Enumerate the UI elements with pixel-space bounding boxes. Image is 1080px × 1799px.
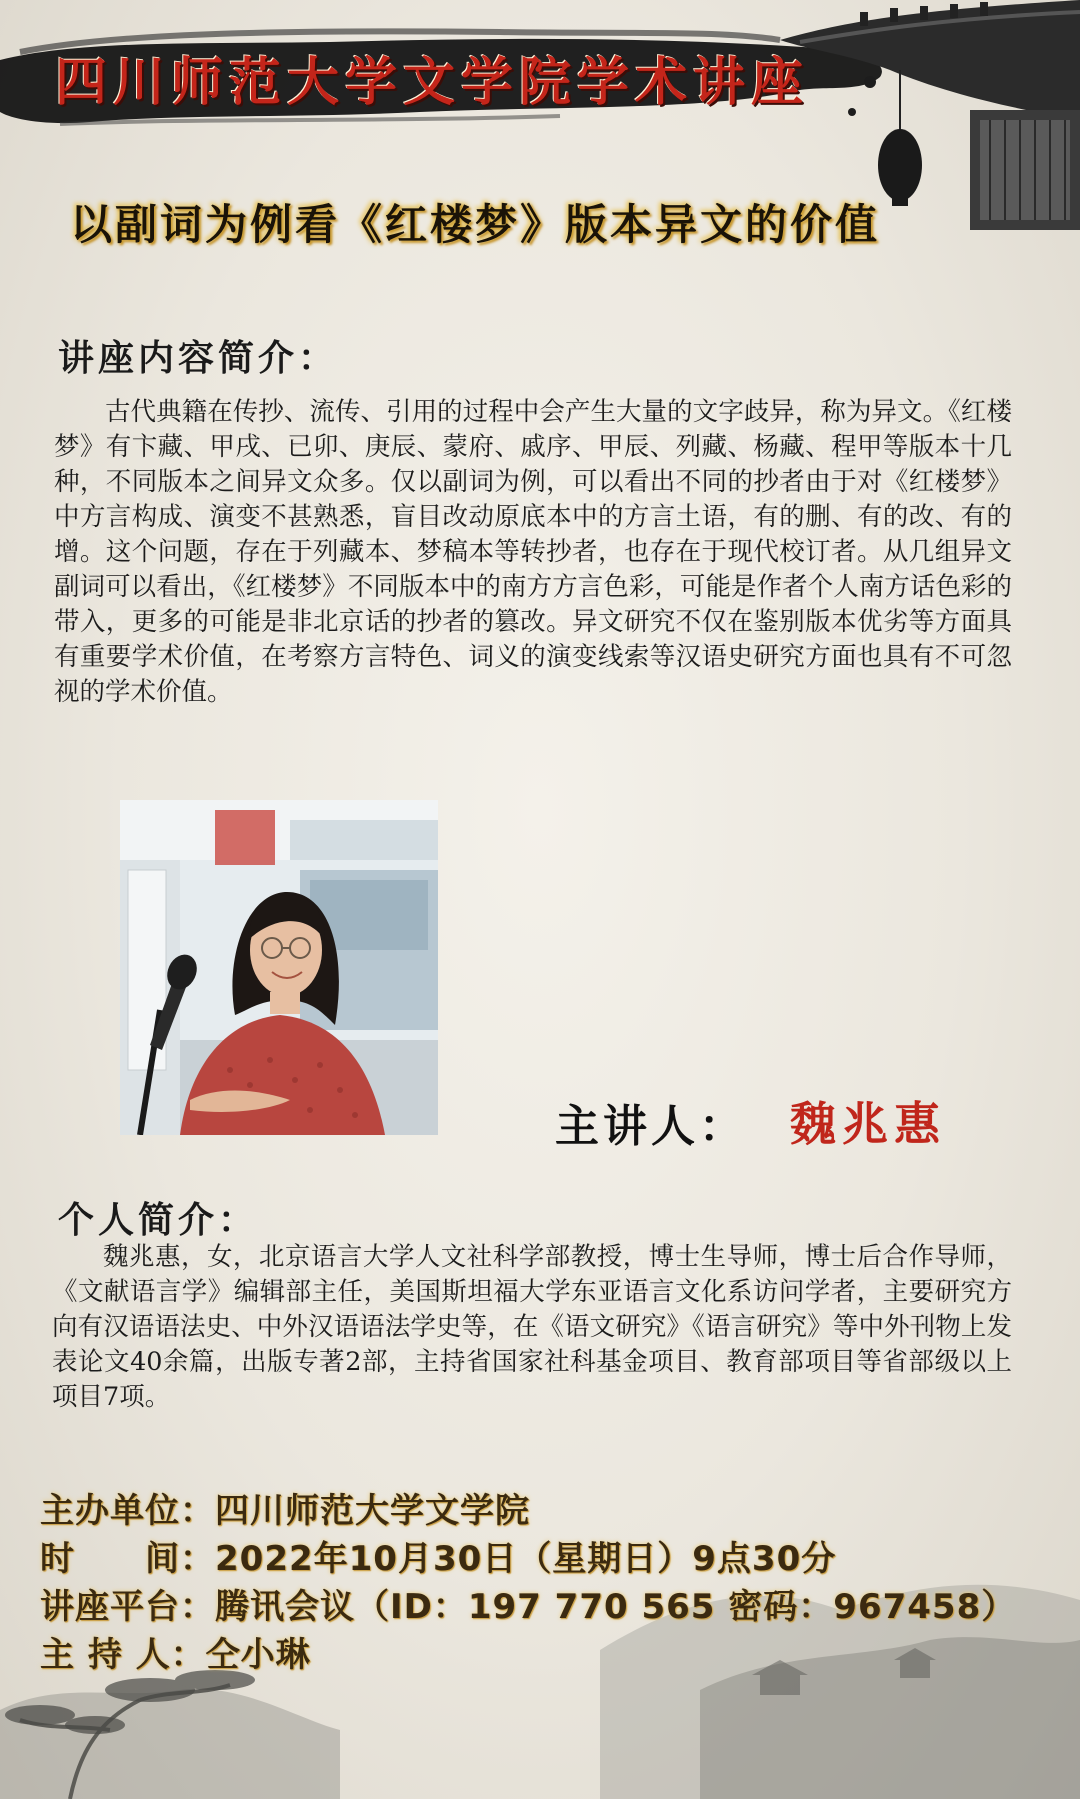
bio-text: 魏兆惠，女，北京语言大学人文社科学部教授，博士生导师，博士后合作导师，《文献语言学》编辑部主任，美国斯坦福大学东亚语言文化系访问学者，主要研究方向有汉语语法史、中外汉语语法学史等，在《语文研究》《语言研究》等中外刊物上发表论文40余篇，出版专著2部，主持省国家社科基金项目、教育部项目等省部级以上项目7项。 bbox=[52, 1242, 1012, 1412]
speaker-photo bbox=[120, 800, 438, 1135]
speaker-name: 魏兆惠 bbox=[790, 1097, 946, 1151]
organizer-info: 主办单位：四川师范大学文学院 bbox=[40, 1491, 530, 1531]
bio-heading: 个人简介： bbox=[58, 1199, 259, 1241]
speaker-label: 主讲人： bbox=[555, 1101, 747, 1152]
poster-title: 四川师范大学文学院学术讲座 bbox=[55, 52, 810, 113]
lecture-intro-heading: 讲座内容简介： bbox=[58, 337, 339, 379]
lecture-intro-text: 古代典籍在传抄、流传、引用的过程中会产生大量的文字歧异，称为异文。《红楼梦》有卞藏、甲戌、已卯、庚辰、蒙府、戚序、甲辰、列藏、杨藏、程甲等版本十几种，不同版本之间异文众多。仅以副词为例，可以看出不同的抄者由于对《红楼梦》中方言构成、演变不甚熟悉，盲目改动原底本中的方言土语，有的删、有的改、有的增。这个问题，存在于列藏本、梦稿本等转抄者，也存在于现代校订者。从几组异文副词可以看出，《红楼梦》不同版本中的南方方言色彩，可能是作者个人南方话色彩的带入，更多的可能是非北京话的抄者的篡改。异文研究不仅在鉴别版本优劣等方面具有重要学术价值，在考察方言特色、词义的演变线索等汉语史研究方面也具有不可忽视的学术价值。 bbox=[54, 397, 1012, 707]
lecture-topic-title: 以副词为例看《红楼梦》版本异文的价值 bbox=[70, 200, 881, 249]
platform-info: 讲座平台：腾讯会议（ID：197 770 565 密码：967458） bbox=[40, 1587, 1017, 1627]
time-info: 时 间：2022年10月30日（星期日）9点30分 bbox=[40, 1539, 837, 1579]
host-info: 主 持 人：仝小琳 bbox=[40, 1635, 311, 1675]
